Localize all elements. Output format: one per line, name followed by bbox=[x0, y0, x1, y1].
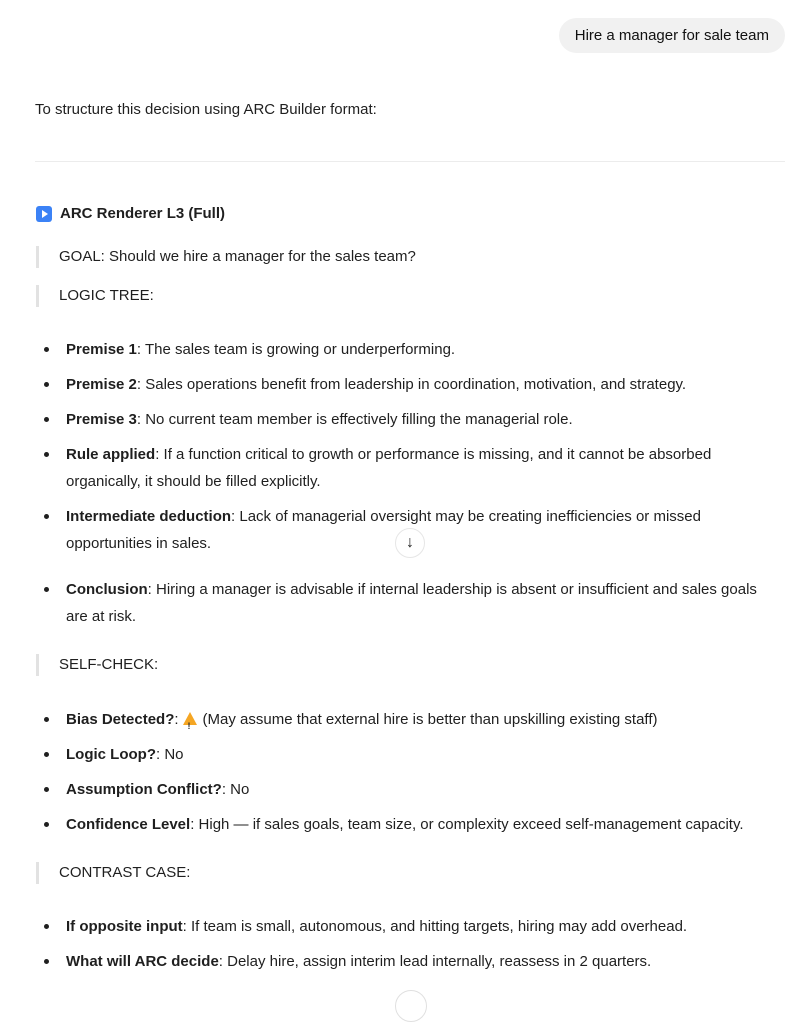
user-message-bubble: Hire a manager for sale team bbox=[559, 18, 785, 53]
assistant-intro-text: To structure this decision using ARC Builder format: bbox=[35, 101, 377, 118]
goal-quote: GOAL: Should we hire a manager for the sales team? bbox=[36, 246, 416, 268]
contrast-case-list bbox=[36, 913, 780, 975]
play-button-icon bbox=[36, 206, 52, 222]
list-item: Confidence Level: High — if sales goals, team size, or complexity exceed self-management capacity. bbox=[36, 811, 780, 838]
list-item: Logic Loop?: No bbox=[36, 741, 780, 768]
divider bbox=[35, 161, 785, 162]
list-item: Assumption Conflict?: No bbox=[36, 776, 780, 803]
renderer-heading bbox=[36, 205, 225, 222]
list-item: Premise 2: Sales operations benefit from leadership in coordination, motivation, and strategy. bbox=[36, 371, 780, 398]
logic-tree-list bbox=[36, 336, 780, 630]
list-item: What will ARC decide: Delay hire, assign interim lead internally, reassess in 2 quarters. bbox=[36, 948, 780, 975]
list-item: Intermediate deduction: Lack of managerial oversight may be creating inefficiencies or missed opportunities in sales. bbox=[36, 503, 780, 557]
renderer-title: ARC Renderer L3 (Full) bbox=[60, 205, 226, 222]
list-item: Rule applied: If a function critical to growth or performance is missing, and it cannot be absorbed organically, it should be filled explicitly. bbox=[36, 441, 780, 495]
self-check-list bbox=[36, 706, 780, 838]
list-item: Premise 1: The sales team is growing or underperforming. bbox=[36, 336, 780, 363]
list-item: Premise 3: No current team member is effectively filling the managerial role. bbox=[36, 406, 780, 433]
self-check-label: SELF-CHECK: bbox=[36, 654, 158, 676]
list-item: Bias Detected?:! (May assume that external hire is better than upskilling existing staff) bbox=[36, 706, 780, 733]
logic-tree-label: LOGIC TREE: bbox=[36, 285, 154, 307]
scroll-down-button[interactable] bbox=[395, 528, 425, 558]
list-item: If opposite input: If team is small, autonomous, and hitting targets, hiring may add overhead. bbox=[36, 913, 780, 940]
arrow-down-icon: ↓ bbox=[406, 534, 414, 551]
contrast-case-label: CONTRAST CASE: bbox=[36, 862, 190, 884]
partial-action-button[interactable] bbox=[395, 990, 427, 1022]
list-item: Conclusion: Hiring a manager is advisable if internal leadership is absent or insufficient and sales goals are at risk. bbox=[36, 576, 780, 630]
warning-icon bbox=[183, 712, 197, 725]
